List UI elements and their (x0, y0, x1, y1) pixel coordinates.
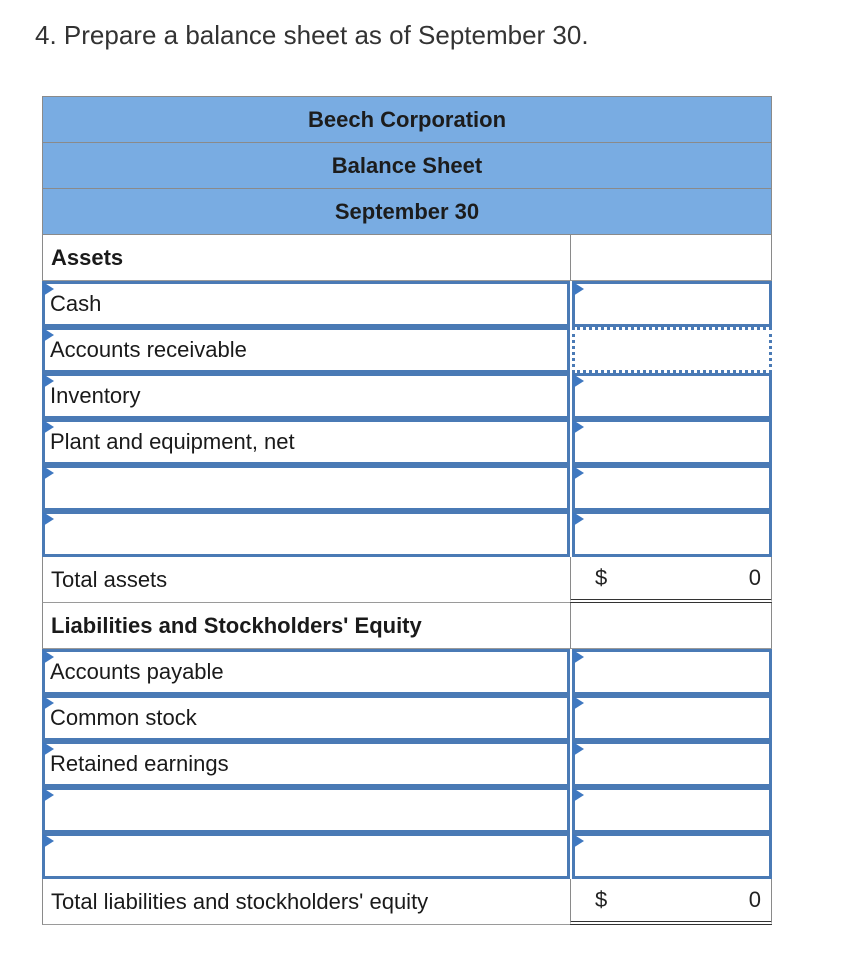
statement-title: Balance Sheet (42, 142, 772, 188)
liability-row-blank-2 (42, 833, 772, 879)
asset-amount-input-5[interactable] (572, 465, 772, 511)
dropdown-marker-icon (573, 420, 584, 434)
total-assets-value (570, 557, 772, 603)
total-liabilities-value (570, 879, 772, 925)
asset-account-label: Inventory (50, 383, 141, 408)
dropdown-marker-icon (43, 282, 54, 296)
dropdown-marker-icon (43, 742, 54, 756)
total-liabilities-amount: 0 (748, 887, 761, 912)
currency-symbol: $ (595, 887, 608, 912)
dropdown-marker-icon (43, 650, 54, 664)
asset-row-cash (42, 281, 772, 327)
asset-account-select-3[interactable] (42, 373, 570, 419)
question-text: 4. Prepare a balance sheet as of September 30. (35, 20, 589, 50)
asset-account-select-5[interactable] (42, 465, 570, 511)
liability-account-select-3[interactable] (42, 741, 570, 787)
dropdown-marker-icon (573, 788, 584, 802)
asset-row-accounts-receivable (42, 327, 772, 373)
liability-amount-input-4[interactable] (572, 787, 772, 833)
asset-amount-input-2[interactable] (572, 327, 772, 373)
liability-row-accounts-payable (42, 649, 772, 695)
asset-account-select-1[interactable] (42, 281, 570, 327)
liability-amount-input-3[interactable] (572, 741, 772, 787)
dropdown-marker-icon (43, 788, 54, 802)
dropdown-marker-icon (573, 742, 584, 756)
asset-account-label: Cash (50, 291, 102, 316)
dropdown-marker-icon (573, 650, 584, 664)
asset-account-select-2[interactable] (42, 327, 570, 373)
liability-row-blank-1 (42, 787, 772, 833)
liability-amount-input-5[interactable] (572, 833, 772, 879)
dropdown-marker-icon (573, 512, 584, 526)
total-liabilities-row (42, 879, 772, 925)
liabilities-heading-row (42, 603, 772, 649)
liability-account-select-2[interactable] (42, 695, 570, 741)
dropdown-marker-icon (43, 420, 54, 434)
liability-account-select-1[interactable] (42, 649, 570, 695)
company-name: Beech Corporation (42, 96, 772, 142)
dropdown-marker-icon (573, 696, 584, 710)
asset-row-inventory (42, 373, 772, 419)
liabilities-heading: Liabilities and Stockholders' Equity (42, 603, 570, 649)
liability-account-label: Accounts payable (50, 659, 224, 684)
total-assets-amount: 0 (748, 565, 761, 590)
total-assets-row (42, 557, 772, 603)
asset-amount-input-1[interactable] (572, 281, 772, 327)
dropdown-marker-icon (573, 374, 584, 388)
total-assets-label: Total assets (42, 557, 570, 603)
liability-account-select-4[interactable] (42, 787, 570, 833)
liability-amount-input-2[interactable] (572, 695, 772, 741)
balance-sheet-table (42, 96, 772, 925)
dropdown-marker-icon (43, 328, 54, 342)
asset-row-blank-2 (42, 511, 772, 557)
liabilities-heading-value (570, 603, 772, 649)
liability-row-retained-earnings (42, 741, 772, 787)
asset-row-plant-equipment (42, 419, 772, 465)
asset-amount-input-4[interactable] (572, 419, 772, 465)
liability-row-common-stock (42, 695, 772, 741)
dropdown-marker-icon (573, 282, 584, 296)
dropdown-marker-icon (43, 512, 54, 526)
currency-symbol: $ (595, 565, 608, 590)
liability-account-label: Retained earnings (50, 751, 229, 776)
dropdown-marker-icon (43, 696, 54, 710)
asset-amount-input-6[interactable] (572, 511, 772, 557)
liability-account-label: Common stock (50, 705, 197, 730)
dropdown-marker-icon (573, 466, 584, 480)
total-liabilities-label: Total liabilities and stockholders' equity (42, 879, 570, 925)
asset-account-label: Accounts receivable (50, 337, 247, 362)
asset-account-select-6[interactable] (42, 511, 570, 557)
asset-account-label: Plant and equipment, net (50, 429, 295, 454)
assets-heading-row (42, 235, 772, 281)
asset-account-select-4[interactable] (42, 419, 570, 465)
dropdown-marker-icon (43, 374, 54, 388)
liability-amount-input-1[interactable] (572, 649, 772, 695)
assets-heading-value (570, 235, 772, 281)
dropdown-marker-icon (43, 466, 54, 480)
assets-heading: Assets (42, 235, 570, 281)
dropdown-marker-icon (43, 834, 54, 848)
asset-amount-input-3[interactable] (572, 373, 772, 419)
liability-account-select-5[interactable] (42, 833, 570, 879)
dropdown-marker-icon (573, 834, 584, 848)
statement-date: September 30 (42, 188, 772, 235)
asset-row-blank-1 (42, 465, 772, 511)
